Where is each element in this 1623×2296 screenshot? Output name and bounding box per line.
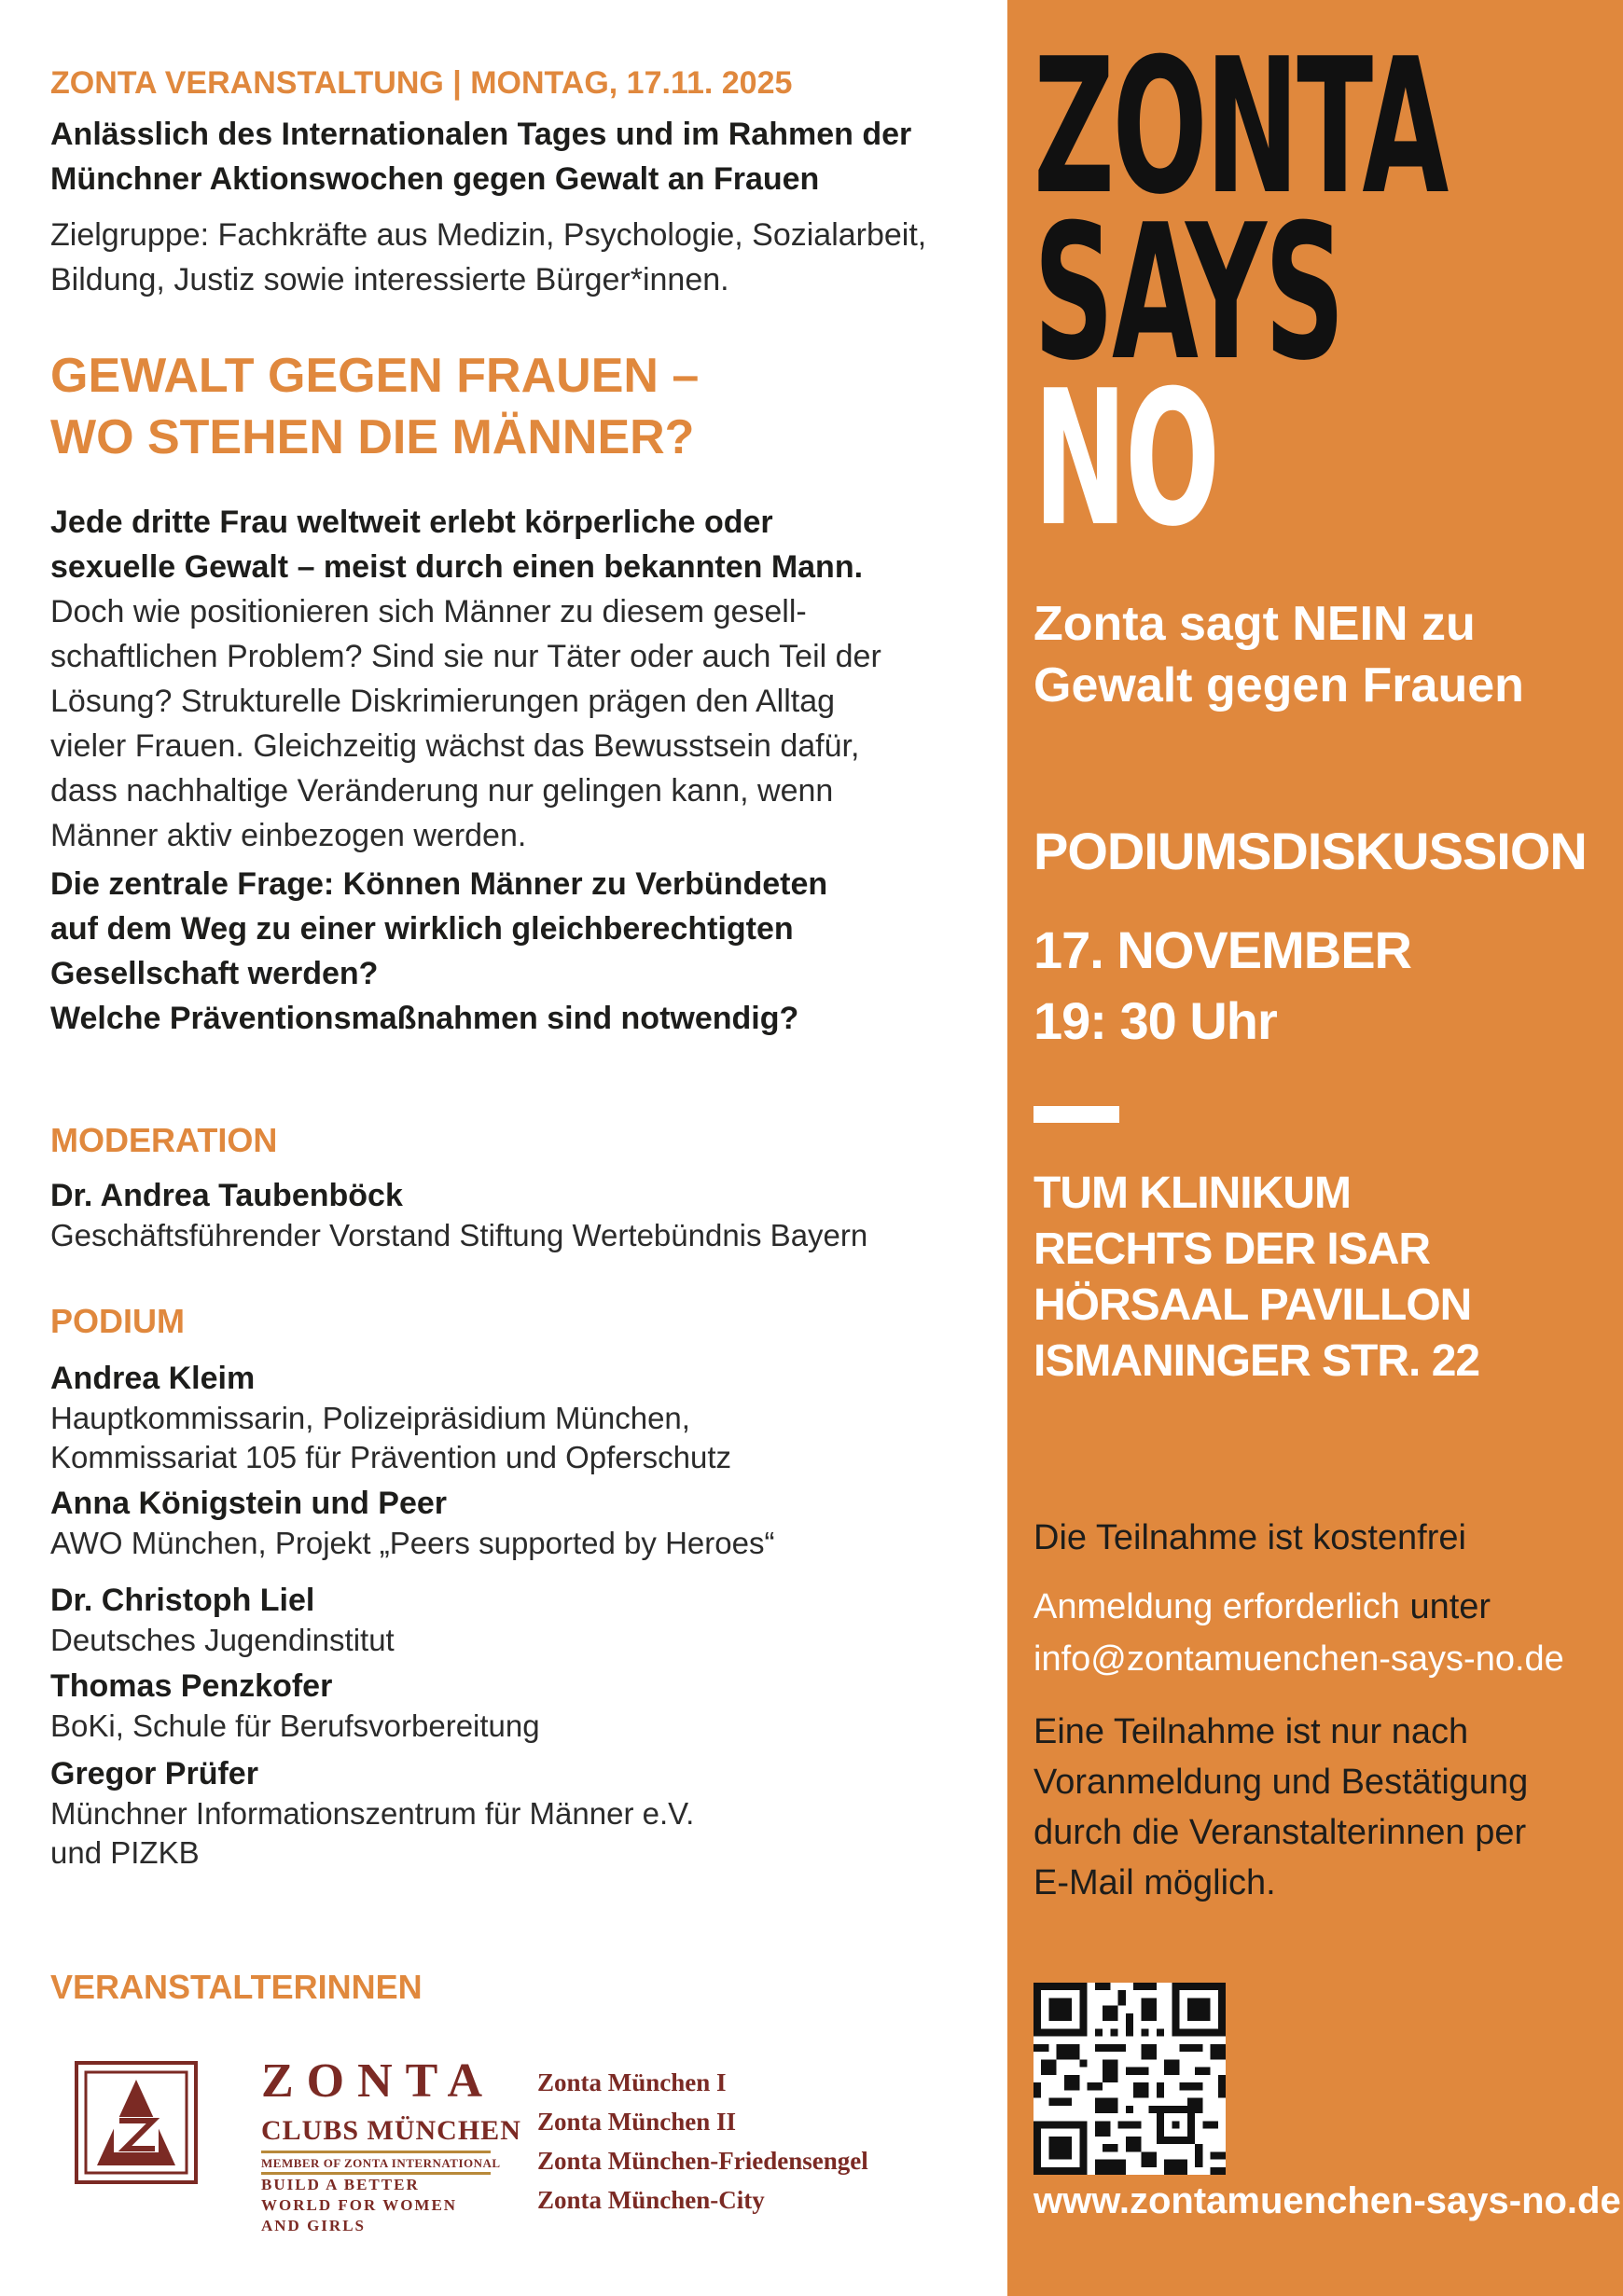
moderation-heading: MODERATION bbox=[50, 1121, 278, 1159]
event-time: 19: 30 Uhr bbox=[1033, 991, 1277, 1050]
note-line: durch die Veranstalterinnen per bbox=[1033, 1813, 1527, 1852]
campaign-title-line: NO bbox=[1033, 351, 1218, 568]
podium-member bbox=[50, 1666, 1002, 1746]
event-date: 17. NOVEMBER bbox=[1033, 920, 1411, 979]
audience-line: Bildung, Justiz sowie interessierte Bürger*innen. bbox=[50, 262, 729, 297]
registration-required-text: Anmeldung erforderlich bbox=[1033, 1587, 1400, 1626]
zonta-emblem-icon bbox=[75, 2061, 198, 2184]
note-line: E-Mail möglich. bbox=[1033, 1863, 1276, 1902]
occasion-line: Anlässlich des Internationalen Tages und im Rahmen der bbox=[50, 117, 912, 152]
member-name: Andrea Kleim bbox=[50, 1361, 256, 1396]
note-line: Eine Teilnahme ist nur nach bbox=[1033, 1712, 1469, 1751]
question-line: Gesellschaft werden? bbox=[50, 956, 379, 991]
zonta-logo bbox=[75, 2054, 895, 2234]
moderator bbox=[50, 1175, 1002, 1255]
question-line: auf dem Weg zu einer wirklich gleichberechtigten bbox=[50, 911, 794, 947]
question-line: Welche Präventionsmaßnahmen sind notwendig? bbox=[50, 1001, 799, 1036]
member-role: BoKi, Schule für Berufsvorbereitung bbox=[50, 1708, 540, 1743]
registration-email[interactable]: info@zontamuenchen-says-no.de bbox=[1033, 1639, 1564, 1679]
intro-line: vieler Frauen. Gleichzeitig wächst das Bewusstsein dafür, bbox=[50, 728, 860, 764]
intro-line: Männer aktiv einbezogen werden. bbox=[50, 818, 527, 853]
member-name: Dr. Christoph Liel bbox=[50, 1583, 315, 1618]
logo-divider bbox=[261, 2151, 491, 2153]
podium-heading: PODIUM bbox=[50, 1302, 185, 1340]
event-label: ZONTA VERANSTALTUNG | MONTAG, 17.11. 2025 bbox=[50, 65, 793, 101]
organizers-heading: VERANSTALTERINNEN bbox=[50, 1968, 423, 2006]
event-format: PODIUMSDISKUSSION bbox=[1033, 822, 1587, 880]
registration-required-text: unter bbox=[1409, 1587, 1491, 1626]
tagline-line: Gewalt gegen Frauen bbox=[1033, 658, 1524, 712]
central-question bbox=[50, 862, 992, 1041]
campaign-title bbox=[1033, 19, 1447, 568]
campaign-tagline bbox=[1033, 593, 1612, 716]
club-item: Zonta München II bbox=[537, 2108, 737, 2136]
member-name: Thomas Penzkofer bbox=[50, 1668, 333, 1704]
member-role: Hauptkommissarin, Polizeipräsidium München, bbox=[50, 1401, 690, 1435]
target-audience bbox=[50, 213, 1002, 302]
right-column bbox=[1007, 0, 1623, 2296]
audience-line: Zielgruppe: Fachkräfte aus Medizin, Psychologie, Sozialarbeit, bbox=[50, 217, 927, 253]
podium-member bbox=[50, 1358, 1002, 1477]
moderator-role: Geschäftsführender Vorstand Stiftung Wertebündnis Bayern bbox=[50, 1218, 868, 1252]
member-role: Deutsches Jugendinstitut bbox=[50, 1623, 395, 1657]
logo-wordmark: ZONTA bbox=[261, 2054, 496, 2108]
page-title bbox=[50, 345, 983, 468]
intro-paragraph bbox=[50, 500, 992, 858]
member-name: Anna Königstein und Peer bbox=[50, 1486, 448, 1521]
member-role: AWO München, Projekt „Peers supported by Heroes“ bbox=[50, 1526, 775, 1560]
logo-mission: BUILD A BETTER WORLD FOR WOMEN AND GIRLS bbox=[261, 2176, 458, 2234]
club-list bbox=[537, 2063, 868, 2220]
intro-line: Lösung? Strukturelle Diskrimierungen prägen den Alltag bbox=[50, 684, 836, 719]
intro-lead: sexuelle Gewalt – meist durch einen bekannten Mann. bbox=[50, 549, 864, 585]
note-line: Voranmeldung und Bestätigung bbox=[1033, 1763, 1529, 1802]
club-item: Zonta München I bbox=[537, 2068, 727, 2096]
qr-code-icon[interactable] bbox=[1033, 1983, 1226, 2175]
campaign-title-line: ZONTA bbox=[1033, 19, 1447, 236]
occasion-line: Münchner Aktionswochen gegen Gewalt an Frauen bbox=[50, 161, 820, 197]
member-role: und PIZKB bbox=[50, 1835, 200, 1870]
title-line: WO STEHEN DIE MÄNNER? bbox=[50, 410, 695, 464]
podium-member bbox=[50, 1580, 1002, 1660]
venue-line: RECHTS DER ISAR bbox=[1033, 1224, 1431, 1274]
divider bbox=[1033, 1106, 1119, 1123]
registration-required bbox=[1033, 1582, 1612, 1632]
member-role: Münchner Informationszentrum für Männer e.V. bbox=[50, 1796, 695, 1831]
occasion-text bbox=[50, 112, 992, 201]
venue-line: TUM KLINIKUM bbox=[1033, 1169, 1351, 1218]
website-link[interactable]: www.zontamuenchen-says-no.de bbox=[1033, 2180, 1621, 2221]
free-admission: Die Teilnahme ist kostenfrei bbox=[1033, 1518, 1466, 1557]
moderator-name: Dr. Andrea Taubenböck bbox=[50, 1178, 403, 1213]
intro-line: Doch wie positionieren sich Männer zu diesem gesell- bbox=[50, 594, 807, 629]
registration-note bbox=[1033, 1707, 1612, 1908]
title-line: GEWALT GEGEN FRAUEN – bbox=[50, 349, 700, 403]
intro-line: dass nachhaltige Veränderung nur gelingen kann, wenn bbox=[50, 773, 834, 809]
member-role: Kommissariat 105 für Prävention und Opferschutz bbox=[50, 1440, 732, 1474]
club-item: Zonta München-City bbox=[537, 2186, 765, 2214]
logo-subtitle: CLUBS MÜNCHEN bbox=[261, 2115, 521, 2146]
podium-member bbox=[50, 1753, 1002, 1873]
venue-line: ISMANINGER STR. 22 bbox=[1033, 1336, 1480, 1386]
question-line: Die zentrale Frage: Können Männer zu Verbündeten bbox=[50, 866, 828, 902]
campaign-title-line: SAYS bbox=[1033, 185, 1343, 402]
venue-address bbox=[1033, 1166, 1612, 1390]
intro-line: schaftlichen Problem? Sind sie nur Täter oder auch Teil der bbox=[50, 639, 881, 674]
venue-line: HÖRSAAL PAVILLON bbox=[1033, 1280, 1472, 1330]
tagline-line: Zonta sagt NEIN zu bbox=[1033, 597, 1476, 651]
logo-membership: MEMBER OF ZONTA INTERNATIONAL bbox=[261, 2156, 501, 2170]
club-item: Zonta München-Friedensengel bbox=[537, 2147, 868, 2175]
intro-lead: Jede dritte Frau weltweit erlebt körperliche oder bbox=[50, 505, 773, 540]
podium-member bbox=[50, 1483, 1002, 1563]
member-name: Gregor Prüfer bbox=[50, 1756, 258, 1791]
